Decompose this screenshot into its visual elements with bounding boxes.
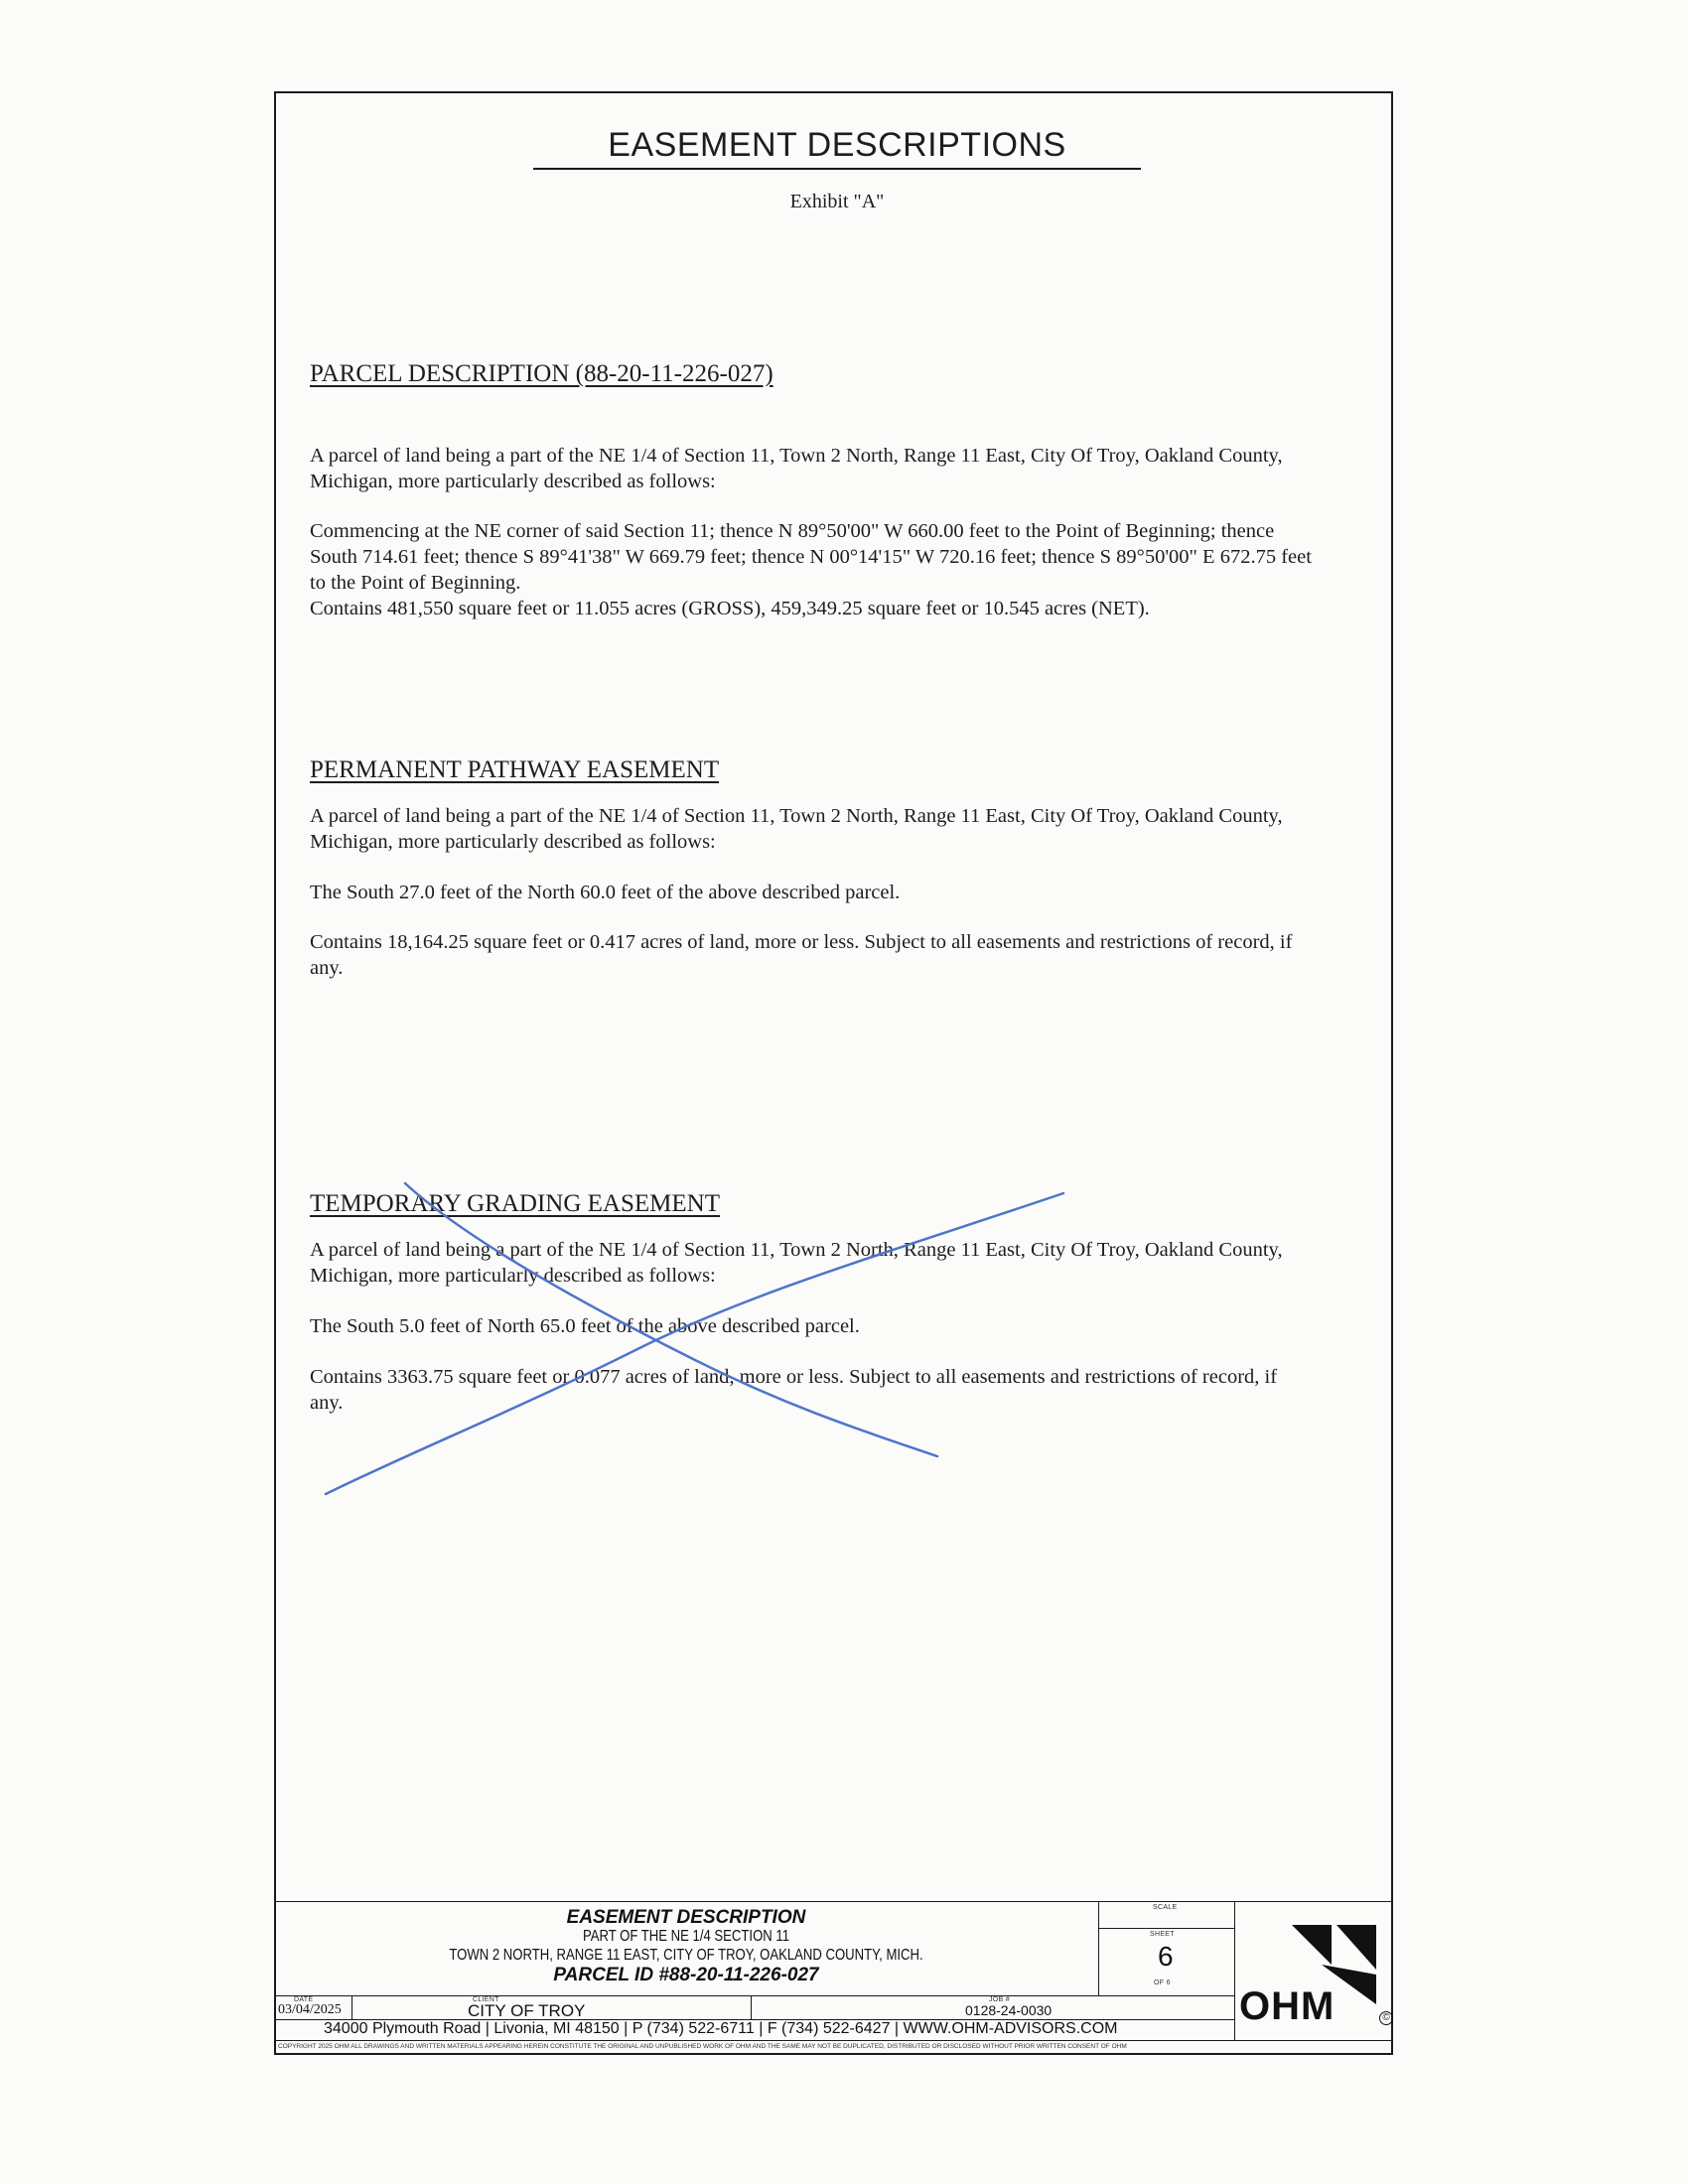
temporary-grading-extent — [310, 1313, 1313, 1339]
parcel-id: PARCEL ID #88-20-11-226-027 — [553, 1965, 819, 1985]
divider — [751, 1995, 752, 2019]
temporary-grading-area — [310, 1364, 1313, 1416]
client-value: CITY OF TROY — [468, 2001, 586, 2020]
exhibit-label: Exhibit "A" — [789, 191, 885, 212]
parcel-description-body — [310, 518, 1313, 621]
client-label: CLIENT — [473, 1996, 499, 2003]
permanent-pathway-intro — [310, 803, 1313, 855]
paragraph: A parcel of land being a part of the NE 1/4 of Section 11, Town 2 North, Range 11 East, City Of Troy, Oakland County, Michigan, more particularly described as follows: — [310, 445, 1283, 492]
divider — [1098, 1928, 1234, 1929]
ohm-logo-text: OHM — [1239, 1984, 1336, 2028]
scale-label: SCALE — [1153, 1904, 1178, 1911]
job-label: JOB # — [989, 1996, 1010, 2003]
description-line-1: PART OF THE NE 1/4 SECTION 11 — [582, 1928, 790, 1945]
date-value: 03/04/2025 — [278, 2002, 342, 2017]
job-number: 0128-24-0030 — [965, 2002, 1053, 2018]
paragraph: The South 5.0 feet of North 65.0 feet of the above described parcel. — [310, 1315, 860, 1337]
copyright-mark-icon: © — [1379, 2011, 1393, 2025]
temporary-grading-heading: TEMPORARY GRADING EASEMENT — [310, 1190, 720, 1217]
divider — [274, 2040, 1393, 2041]
permanent-pathway-extent — [310, 880, 1313, 905]
divider — [1234, 1901, 1235, 2040]
permanent-pathway-area — [310, 929, 1313, 981]
sheet-label: SHEET — [1150, 1931, 1175, 1938]
divider — [274, 1995, 1234, 1996]
parcel-description-intro — [310, 443, 1313, 494]
permanent-pathway-heading: PERMANENT PATHWAY EASEMENT — [310, 756, 720, 783]
description-line-2: TOWN 2 NORTH, RANGE 11 EAST, CITY OF TROY, OAKLAND COUNTY, MICH. — [449, 1947, 923, 1964]
paragraph: Commencing at the NE corner of said Section 11; thence N 89°50'00" W 660.00 feet to the Point of Beginning; thence South 714.61 feet; thence S 89°41'38" W 669.79 feet; thence N 00°14'15" W 720.16 feet; thence S 89°50'00" E 672.75 feet to the Point of Beginning. — [310, 520, 1312, 594]
description-title: EASEMENT DESCRIPTION — [566, 1907, 806, 1928]
paragraph: Contains 481,550 square feet or 11.055 acres (GROSS), 459,349.25 square feet or 10.545 acres (NET). — [310, 598, 1150, 619]
date-label: DATE — [294, 1996, 314, 2003]
paragraph: Contains 18,164.25 square feet or 0.417 acres of land, more or less. Subject to all easements and restrictions of record, if any. — [310, 931, 1293, 979]
copyright-notice: COPYRIGHT 2025 OHM ALL DRAWINGS AND WRITTEN MATERIALS APPEARING HEREIN CONSTITUTE THE ORIGINAL AND UNPUBLISHED WORK OF OHM AND THE SAME MAY NOT BE DUPLICATED, DISTRIBUTED OR DISCLOSED WITHOUT PRIOR WRITTEN CONSENT OF OHM — [278, 2043, 1127, 2050]
sheet-number: 6 — [1158, 1941, 1174, 1972]
page-title: EASEMENT DESCRIPTIONS — [533, 127, 1141, 170]
parcel-description-heading: PARCEL DESCRIPTION (88-20-11-226-027) — [310, 360, 774, 387]
paragraph: The South 27.0 feet of the North 60.0 feet of the above described parcel. — [310, 882, 901, 903]
contact-line: 34000 Plymouth Road | Livonia, MI 48150 | P (734) 522-6711 | F (734) 522-6427 | WWW.OHM-ADVISORS.COM — [324, 2020, 1118, 2037]
divider — [1098, 1901, 1099, 1995]
title-block — [274, 1901, 1393, 2055]
sheet-total: OF 6 — [1154, 1979, 1171, 1986]
paragraph: A parcel of land being a part of the NE 1/4 of Section 11, Town 2 North, Range 11 East, City Of Troy, Oakland County, Michigan, more particularly described as follows: — [310, 1239, 1283, 1287]
paragraph: A parcel of land being a part of the NE 1/4 of Section 11, Town 2 North, Range 11 East, City Of Troy, Oakland County, Michigan, more particularly described as follows: — [310, 805, 1283, 853]
paragraph: Contains 3363.75 square feet or 0.077 acres of land, more or less. Subject to all easements and restrictions of record, if any. — [310, 1366, 1278, 1414]
temporary-grading-intro — [310, 1237, 1313, 1289]
divider — [274, 1901, 1393, 1902]
